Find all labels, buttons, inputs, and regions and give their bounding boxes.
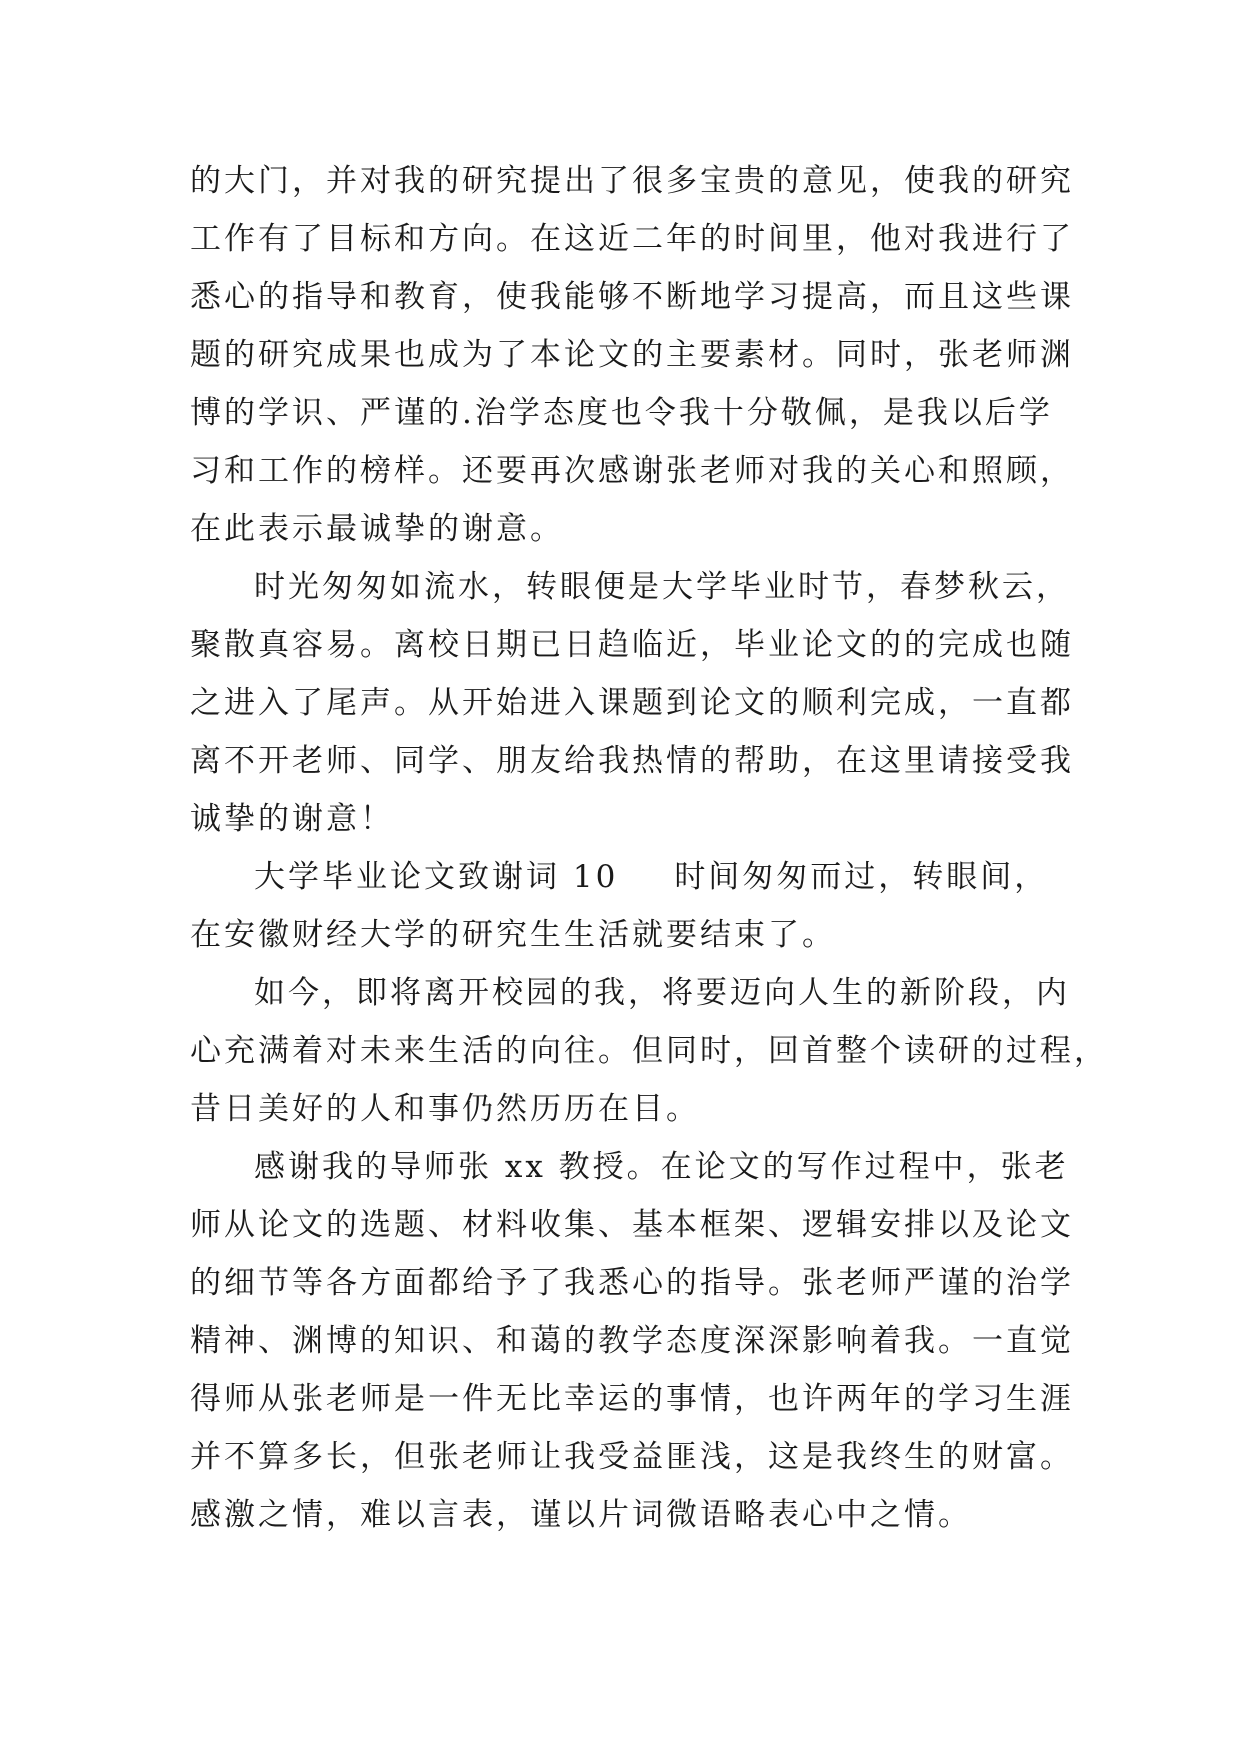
text-line: 心充满着对未来生活的向往。但同时，回首整个读研的过程，: [190, 1033, 1108, 1069]
text-line: 时光匆匆如流水，转眼便是大学毕业时节，春梦秋云，: [254, 569, 1070, 605]
text-line: 在安徽财经大学的研究生生活就要结束了。: [190, 917, 836, 953]
text-line: 感激之情，难以言表，谨以片词微语略表心中之情。: [190, 1497, 972, 1533]
text-line: 之进入了尾声。从开始进入课题到论文的顺利完成，一直都: [190, 685, 1074, 721]
text-line: 聚散真容易。离校日期已日趋临近，毕业论文的的完成也随: [190, 627, 1074, 663]
text-line: 博的学识、严谨的.治学态度也令我十分敬佩，是我以后学: [190, 395, 1053, 431]
document-body: [190, 152, 1108, 1544]
text-line: 并不算多长，但张老师让我受益匪浅，这是我终生的财富。: [190, 1439, 1074, 1475]
text-line: 感谢我的导师张 xx 教授。在论文的写作过程中，张老: [254, 1149, 1069, 1185]
text-line: 诚挚的谢意！: [190, 801, 394, 837]
text-line: 悉心的指导和教育，使我能够不断地学习提高，而且这些课: [190, 279, 1074, 315]
text-line: 在此表示最诚挚的谢意。: [190, 511, 564, 547]
text-line: 离不开老师、同学、朋友给我热情的帮助，在这里请接受我: [190, 743, 1074, 779]
text-line: 的大门，并对我的研究提出了很多宝贵的意见，使我的研究: [190, 163, 1074, 199]
text-line: 的细节等各方面都给予了我悉心的指导。张老师严谨的治学: [190, 1265, 1074, 1301]
text-line: 如今，即将离开校园的我，将要迈向人生的新阶段，内: [254, 975, 1070, 1011]
text-line: 昔日美好的人和事仍然历历在目。: [190, 1091, 700, 1127]
text-line: 工作有了目标和方向。在这近二年的时间里，他对我进行了: [190, 221, 1074, 257]
text-line: 题的研究成果也成为了本论文的主要素材。同时，张老师渊: [190, 337, 1074, 373]
text-line: 习和工作的榜样。还要再次感谢张老师对我的关心和照顾，: [190, 453, 1074, 489]
text-line: 时间匆匆而过，转眼间，: [674, 859, 1049, 895]
text-line: 得师从张老师是一件无比幸运的事情，也许两年的学习生涯: [190, 1381, 1074, 1417]
text-line: 精神、渊博的知识、和蔼的教学态度深深影响着我。一直觉: [190, 1323, 1074, 1359]
section-heading: 大学毕业论文致谢词 10: [254, 859, 619, 895]
text-line: 师从论文的选题、材料收集、基本框架、逻辑安排以及论文: [190, 1207, 1074, 1243]
section-heading-line: [190, 848, 1050, 906]
